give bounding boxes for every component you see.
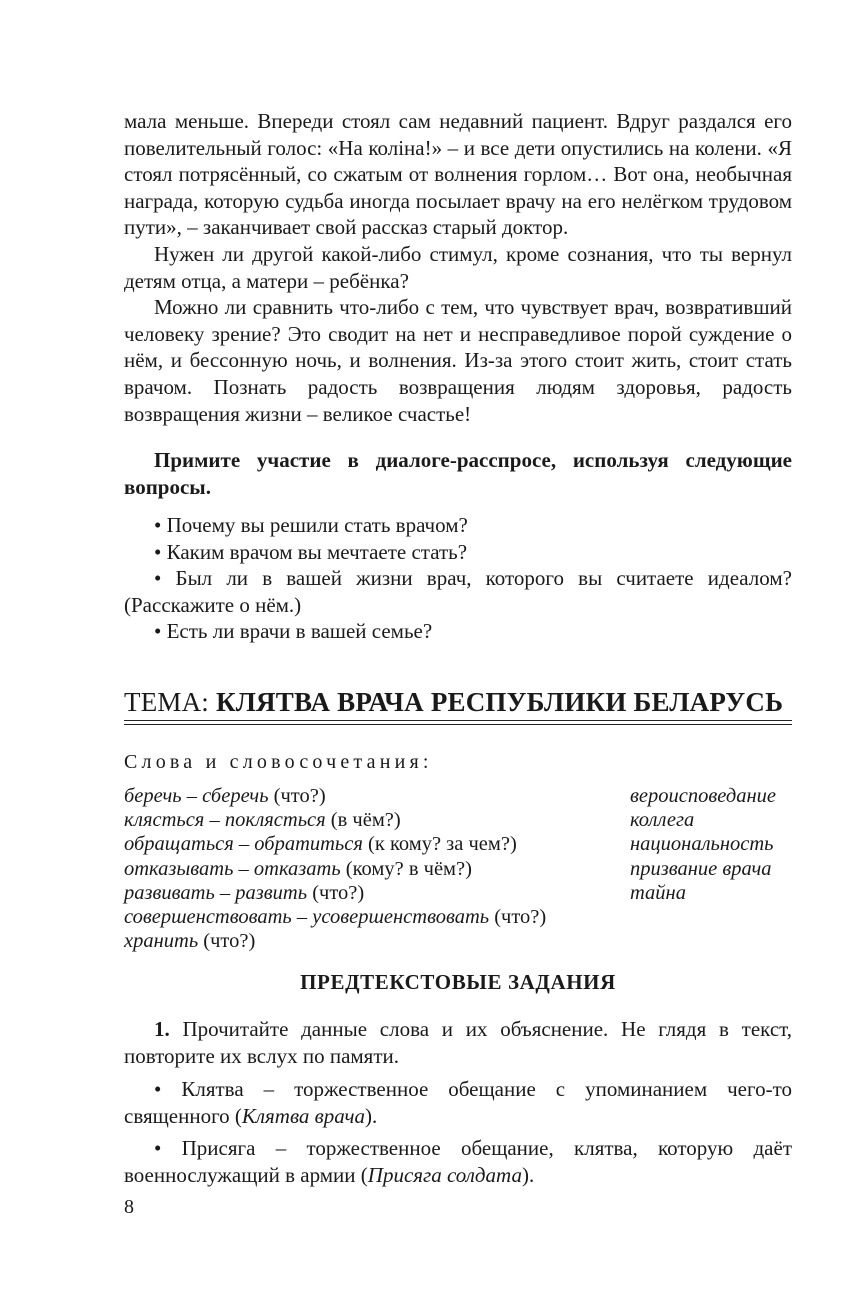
vocab-noun — [630, 784, 800, 808]
verb-pair: хранить — [124, 930, 199, 953]
noun-text: призвание врача — [630, 857, 772, 880]
page-number: 8 — [124, 1196, 134, 1218]
intro-paragraph-2: Нужен ли другой какой-либо стимул, кроме сознания, что ты вернул детям отца, а матери – ребёнка? — [124, 241, 792, 293]
title-rule-top — [124, 720, 792, 721]
topic-header — [124, 686, 792, 725]
dialog-instruction: Примите участие в диалоге-расспросе, используя следующие вопросы. — [124, 448, 792, 499]
task-1-instruction: Прочитайте данные слова и их объяснение. Не глядя в текст, повторите их вслух по памяти. — [124, 1017, 792, 1068]
question-item: • Каким врачом вы мечтаете стать? — [154, 539, 468, 564]
verb-government: (что?) — [312, 881, 365, 904]
verb-pair: отказывать – отказать — [124, 857, 341, 880]
topic-title — [124, 686, 792, 718]
vocab-verb-row — [124, 832, 604, 856]
noun-text: вероисповедание — [630, 785, 776, 807]
verb-government: (что?) — [273, 785, 326, 807]
verb-government: (что?) — [203, 930, 256, 953]
verb-government: (к кому? за чем?) — [368, 833, 517, 856]
pretext-heading: ПРЕДТЕКСТОВЫЕ ЗАДАНИЯ — [300, 970, 616, 994]
question-item: • Почему вы решили стать врачом? — [154, 513, 468, 537]
verb-pair: клясться – поклясться — [124, 809, 326, 832]
vocabulary-verbs — [124, 784, 604, 953]
topic-name: КЛЯТВА ВРАЧА РЕСПУБЛИКИ БЕЛАРУСЬ — [215, 687, 784, 717]
verb-pair: развивать – развить — [124, 881, 308, 904]
vocab-noun — [630, 832, 800, 856]
vocab-verb-row — [124, 929, 604, 953]
title-rule-bottom — [124, 724, 792, 725]
definition-text: • Клятва – торжественное обещание с упоминанием чего-то священного ( — [124, 1077, 792, 1128]
definitions — [124, 1076, 792, 1188]
definition-example: Присяга солдата — [367, 1162, 522, 1187]
question-item: • Есть ли врачи в вашей семье? — [154, 619, 433, 644]
question-item: • Был ли в вашей жизни врач, которого вы считаете идеалом? (Расскажите о нём.) — [124, 566, 792, 617]
vocabulary-heading: Слова и словосочетания: — [124, 751, 433, 773]
task-1-number: 1. — [154, 1017, 170, 1041]
vocab-verb-row — [124, 905, 604, 929]
dialog-task — [124, 447, 792, 500]
definition-item — [124, 1076, 792, 1129]
noun-text: тайна — [630, 881, 686, 904]
definition-text: • Присяга – торжественное обещание, клятва, которую даёт военнослужащий в армии ( — [124, 1136, 792, 1187]
verb-government: (что?) — [494, 906, 547, 929]
dialog-questions — [124, 512, 792, 645]
definition-example: Клятва врача — [241, 1103, 366, 1128]
noun-text: национальность — [630, 833, 774, 856]
vocabulary-nouns — [630, 784, 800, 905]
intro-paragraph-1: мала меньше. Впереди стоял сам недавний пациент. Вдруг раздался его повелительный голос: «На коліна!» – и все дети опустились на колени. «Я стоял потрясённый, со сжатым от волнения горлом… Вот она, необычная награда, которую судьба иногда посылает врачу на его нелёгком трудовом пути», – заканчивает свой рассказ старый доктор. — [124, 109, 792, 240]
definition-tail: ). — [365, 1103, 378, 1128]
vocab-noun — [630, 808, 800, 832]
pretext-task-1 — [124, 1016, 792, 1069]
noun-text: коллега — [630, 809, 695, 832]
topic-label: ТЕМА: — [124, 687, 209, 717]
verb-pair: беречь – сберечь — [124, 785, 269, 807]
verb-pair: обращаться – обратиться — [124, 833, 363, 856]
vocab-noun — [630, 857, 800, 881]
verb-pair: совершенствовать – усовершенствовать — [124, 906, 490, 929]
intro-text — [124, 108, 792, 427]
pretext-heading-block — [124, 970, 792, 995]
verb-government: (в чём?) — [330, 809, 401, 832]
vocab-verb-row — [124, 808, 604, 832]
vocab-noun — [630, 881, 800, 905]
verb-government: (кому? в чём?) — [345, 857, 472, 880]
task-1-text — [124, 1016, 792, 1069]
vocab-verb-row — [124, 784, 604, 808]
intro-paragraph-3: Можно ли сравнить что-либо с тем, что чувствует врач, возвративший человеку зрение? Это сводит на нет и несправедливое порой суждение о нём, и бессонную ночь, и волнения. Из-за этого стоит жить, стоит стать врачом. Познать радость возвращения людям здоровья, радость возвращения жизни – великое счастье! — [124, 295, 792, 426]
definition-item — [124, 1135, 792, 1188]
definition-tail: ). — [521, 1162, 535, 1187]
vocabulary-heading-block — [124, 751, 792, 774]
vocab-verb-row — [124, 881, 604, 905]
vocab-verb-row — [124, 857, 604, 881]
